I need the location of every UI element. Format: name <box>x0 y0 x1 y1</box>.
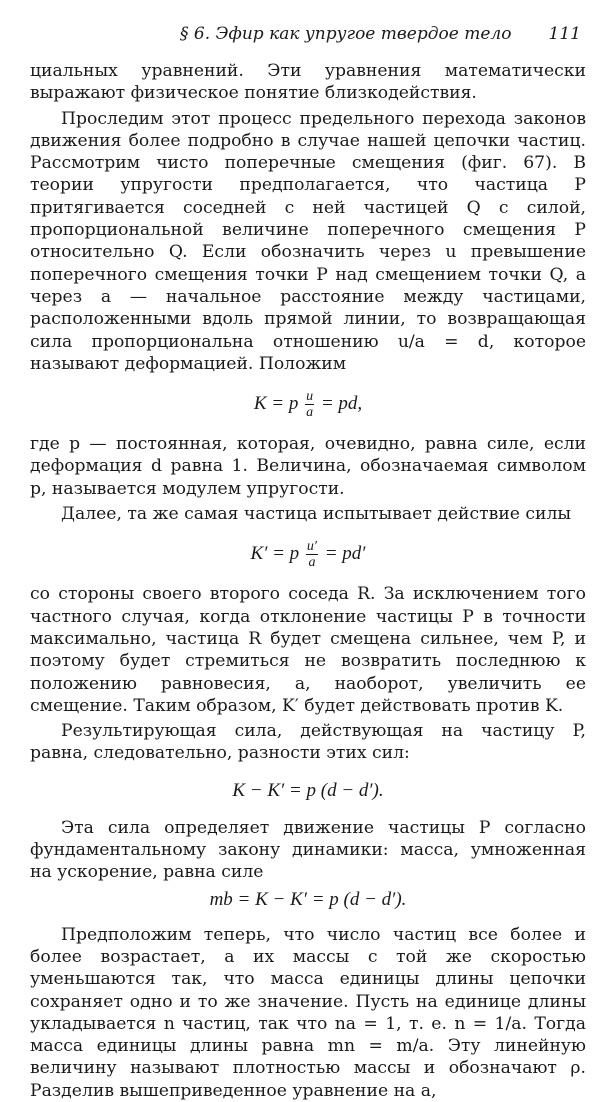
paragraph-6: Результирующая сила, действующая на частицу P, равна, следовательно, разности этих сил: <box>30 721 586 764</box>
equation-1-fraction <box>305 389 314 420</box>
running-header <box>30 24 585 48</box>
equation-1 <box>30 383 586 425</box>
equation-1-numerator: u <box>306 389 314 405</box>
paragraph-4: Далее, та же самая частица испытывает действие силы <box>61 504 572 525</box>
equation-1-lhs: K = p <box>253 393 299 415</box>
paragraph-2: Проследим этот процесс предельного перехода законов движения более подробно в случае нашей цепочки частиц. Рассмотрим чисто поперечные смещения (фиг. 67). В теории упругости предполагается, что частица P притягивается соседней с ней частицей Q с силой, пропорциональной величине поперечного смещения P относительно Q. Если обозначить через u превышение поперечного смещения точки P над смещением точки Q, а через a — начальное расстояние между частицами, расположенными вдоль прямой линии, то возвращающая сила пропорциональна отношению u/a = d, которое называют деформацией. Положим <box>30 108 586 374</box>
equation-2-rhs: = pd′ <box>324 543 366 565</box>
paragraph-5: со стороны своего второго соседа R. За исключением того частного случая, когда отклонение частицы P в точности максимально, частица R будет смещена сильнее, чем P, и поэтому будет стремиться не возвратить последнюю к положению равновесия, а, наоборот, увеличить ее смещение. Таким образом, K′ будет действовать против K. <box>30 584 586 716</box>
paragraph-3: где p — постоянная, которая, очевидно, равна силе, если деформация d равна 1. Величина, обозначаемая символом p, называется модулем упругости. <box>30 434 586 499</box>
paragraph-1: циальных уравнений. Эти уравнения математически выражают физическое понятие близкодействия. <box>30 61 586 104</box>
equation-3: K − K′ = p (d − d′). <box>232 779 384 801</box>
equation-2-denominator: a <box>308 555 316 571</box>
equation-2-fraction <box>306 539 318 570</box>
equation-1-denominator: a <box>306 405 314 421</box>
paragraph-8: Предположим теперь, что число частиц все более и более возрастает, а их массы с той же скоростью уменьшаются так, что масса единицы длины цепочки сохраняет одно и то же значение. Пусть на единице длины укладывается n частиц, так что na = 1, т. е. n = 1/a. Тогда масса единицы длины равна mn = m/a. Эту линейную величину называют плотностью массы и обозначают ρ. Разделив вышеприведенное уравнение на a, <box>30 924 586 1101</box>
equation-2-lhs: K′ = p <box>250 543 300 565</box>
page-body <box>30 60 586 1102</box>
paragraph-7: Эта сила определяет движение частицы P согласно фундаментальному закону динамики: масса, умноженная на ускорение, равна силе <box>30 817 586 883</box>
equation-2 <box>30 533 586 575</box>
section-title: § 6. Эфир как упругое твердое тело <box>180 24 512 44</box>
equation-1-rhs: = pd, <box>320 393 363 415</box>
equation-2-numerator: u′ <box>306 539 317 555</box>
equation-4: mb = K − K′ = p (d − d′). <box>209 888 407 910</box>
page-number: 111 <box>548 24 581 44</box>
